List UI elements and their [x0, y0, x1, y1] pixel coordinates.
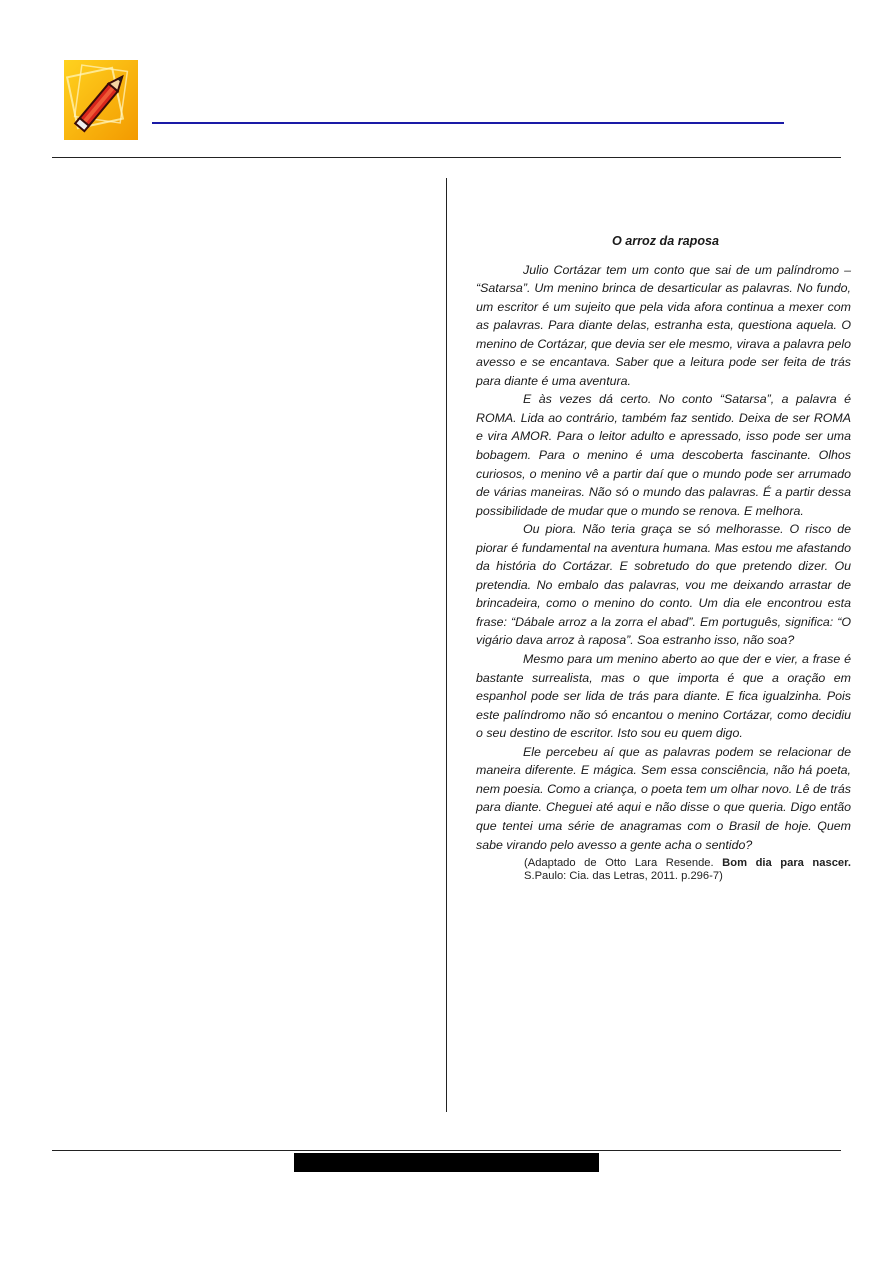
article-title: O arroz da raposa	[611, 234, 720, 248]
citation-book-title: Bom dia para nascer.	[722, 857, 851, 870]
article-paragraph: Ou piora. Não teria graça se só melhorasse. O risco de piorar é fundamental na aventura humana. Mas estou me afastando da história do Cortázar. E sobretudo do que pretendo dizer. Ou pretendia. No embalo das palavras, vou me deixando arrastar de brincadeira, como o menino do conto. Um dia ele encontrou esta frase: “Dábale arroz a la zorra el abad”. Em português, significa: “O vigário dava arroz à raposa”. Soa estranho isso, não soa?	[476, 522, 851, 648]
column-divider	[446, 178, 447, 1112]
footer-divider	[52, 1150, 841, 1151]
citation-suffix: S.Paulo: Cia. das Letras, 2011. p.296-7)	[524, 870, 723, 883]
article-paragraph: Mesmo para um menino aberto ao que der e vier, a frase é bastante surrealista, mas o que importa é que a oração em espanhol pode ser lida de trás para diante. E fica igualzinha. Pois este palíndromo não só encantou o menino Cortázar, como decidiu o seu destino de escritor. Isto sou eu quem digo.	[476, 652, 851, 741]
article-citation	[524, 857, 851, 883]
article	[476, 232, 851, 883]
pencil-logo-icon	[64, 60, 138, 140]
article-paragraph: Ele percebeu aí que as palavras podem se relacionar de maneira diferente. E mágica. Sem essa consciência, não há poeta, nem poesia. Como a criança, o poeta tem um olhar novo. Lê de trás para diante. Cheguei até aqui e não disse o que queria. Digo então que tentei uma série de anagramas com o Brasil de hoje. Quem sabe virando pelo avesso a gente acha o sentido?	[476, 744, 851, 852]
article-paragraph: E às vezes dá certo. No conto “Satarsa”, a palavra é ROMA. Lida ao contrário, também faz sentido. Deixa de ser ROMA e vira AMOR. Para o leitor adulto e apressado, isso pode ser uma bobagem. Para o menino é uma descoberta fascinante. Olhos curiosos, o menino vê a partir daí que o mundo pode ser arrumado de várias maneiras. Não só o mundo das palavras. É a partir dessa possibilidade de mudar que o mundo se renova. E melhora.	[476, 392, 851, 518]
header-title-line	[152, 122, 784, 124]
footer-redacted-bar	[294, 1153, 599, 1172]
header-divider	[52, 157, 841, 158]
article-paragraph: Julio Cortázar tem um conto que sai de um palíndromo – “Satarsa”. Um menino brinca de desarticular as palavras. No fundo, um escritor é um sujeito que pela vida afora continua a mexer com as palavras. Para diante delas, estranha esta, questiona aquela. O menino de Cortázar, que devia ser ele mesmo, virava a palavra pelo avesso e se encantava. Saber que a leitura pode ser feita de trás para diante é uma aventura.	[476, 262, 851, 388]
citation-prefix: (Adaptado de Otto Lara Resende.	[524, 857, 723, 870]
